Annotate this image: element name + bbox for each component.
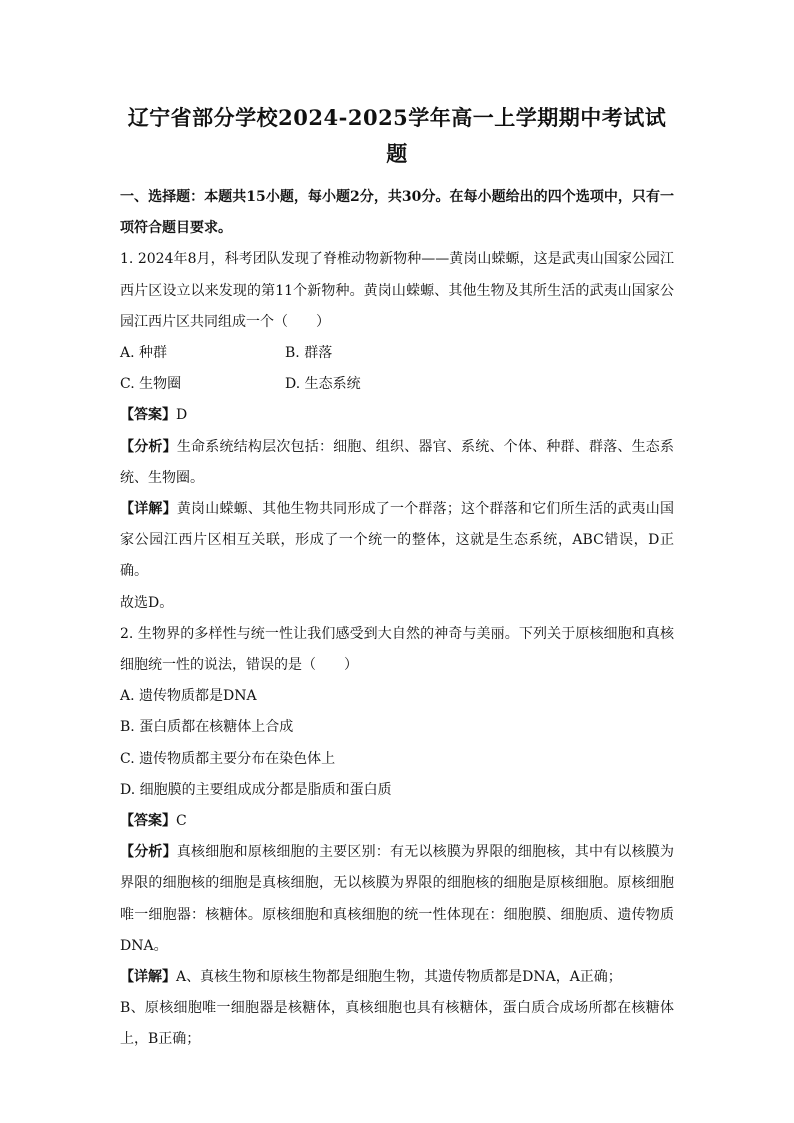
answer-value: C — [176, 813, 187, 830]
question-2-option-a: A. 遗传物质都是DNA — [120, 688, 257, 705]
analysis-tag: 【分析】 — [120, 438, 177, 455]
detail-text: 黄岗山蝾螈、其他生物共同形成了一个群落；这个群落和它们所生活的武夷山国家公园江西片区相互关联，形成了一个统一的整体，这就是生态系统，ABC错误，D正确。 — [120, 501, 674, 580]
page-title: 辽宁省部分学校2024-2025学年高一上学期期中考试试题 — [127, 105, 667, 166]
question-1-options-row-2 — [120, 369, 674, 400]
detail-tag: 【详解】 — [120, 501, 177, 518]
question-2-analysis — [120, 837, 674, 962]
question-1-option-a: A. 种群 — [120, 345, 168, 362]
answer-tag: 【答案】 — [120, 813, 176, 830]
question-1-analysis — [120, 432, 674, 494]
question-2-detail-2: B、原核细胞唯一细胞器是核糖体，真核细胞也具有核糖体，蛋白质合成场所都在核糖体上，B正确； — [120, 1000, 674, 1048]
question-1-option-d: D. 生态系统 — [285, 376, 361, 393]
question-1-detail — [120, 494, 674, 588]
question-1-option-c: C. 生物圈 — [120, 376, 182, 393]
analysis-text: 真核细胞和原核细胞的主要区别：有无以核膜为界限的细胞核，其中有以核膜为界限的细胞核的细胞是真核细胞，无以核膜为界限的细胞核的细胞是原核细胞。原核细胞唯一细胞器：核糖体。原核细胞和真核细胞的统一性体现在：细胞膜、细胞质、遗传物质DNA。 — [120, 844, 674, 954]
answer-value: D — [176, 407, 188, 424]
question-2-answer — [120, 806, 674, 837]
detail-tag: 【详解】 — [120, 969, 176, 986]
question-2-stem: 2. 生物界的多样性与统一性让我们感受到大自然的神奇与美丽。下列关于原核细胞和真核细胞统一性的说法，错误的是（ ） — [120, 625, 674, 674]
question-2-option-b: B. 蛋白质都在核糖体上合成 — [120, 719, 294, 736]
section-header: 一、选择题：本题共15小题，每小题2分，共30分。在每小题给出的四个选项中，只有一项符合题目要求。 — [120, 189, 674, 237]
question-1-stem: 1. 2024年8月，科考团队发现了脊椎动物新物种——黄岗山蝾螈，这是武夷山国家公园江西片区设立以来发现的第11个新物种。黄岗山蝾螈、其他生物及其所生活的武夷山国家公园江西片区共同组成一个（ ） — [120, 251, 674, 330]
question-1-answer — [120, 400, 674, 431]
question-1-option-b: B. 群落 — [285, 345, 333, 362]
analysis-tag: 【分析】 — [120, 844, 177, 861]
question-1-conclusion: 故选D。 — [120, 594, 174, 611]
question-2-option-d: D. 细胞膜的主要组成成分都是脂质和蛋白质 — [120, 781, 392, 798]
question-1-options-row-1 — [120, 338, 674, 369]
question-2-option-c: C. 遗传物质都主要分布在染色体上 — [120, 750, 336, 767]
analysis-text: 生命系统结构层次包括：细胞、组织、器官、系统、个体、种群、群落、生态系统、生物圈。 — [120, 438, 674, 486]
answer-tag: 【答案】 — [120, 407, 176, 424]
detail-text: A、真核生物和原核生物都是细胞生物，其遗传物质都是DNA，A正确； — [176, 969, 622, 986]
question-2-detail-1 — [120, 962, 674, 993]
